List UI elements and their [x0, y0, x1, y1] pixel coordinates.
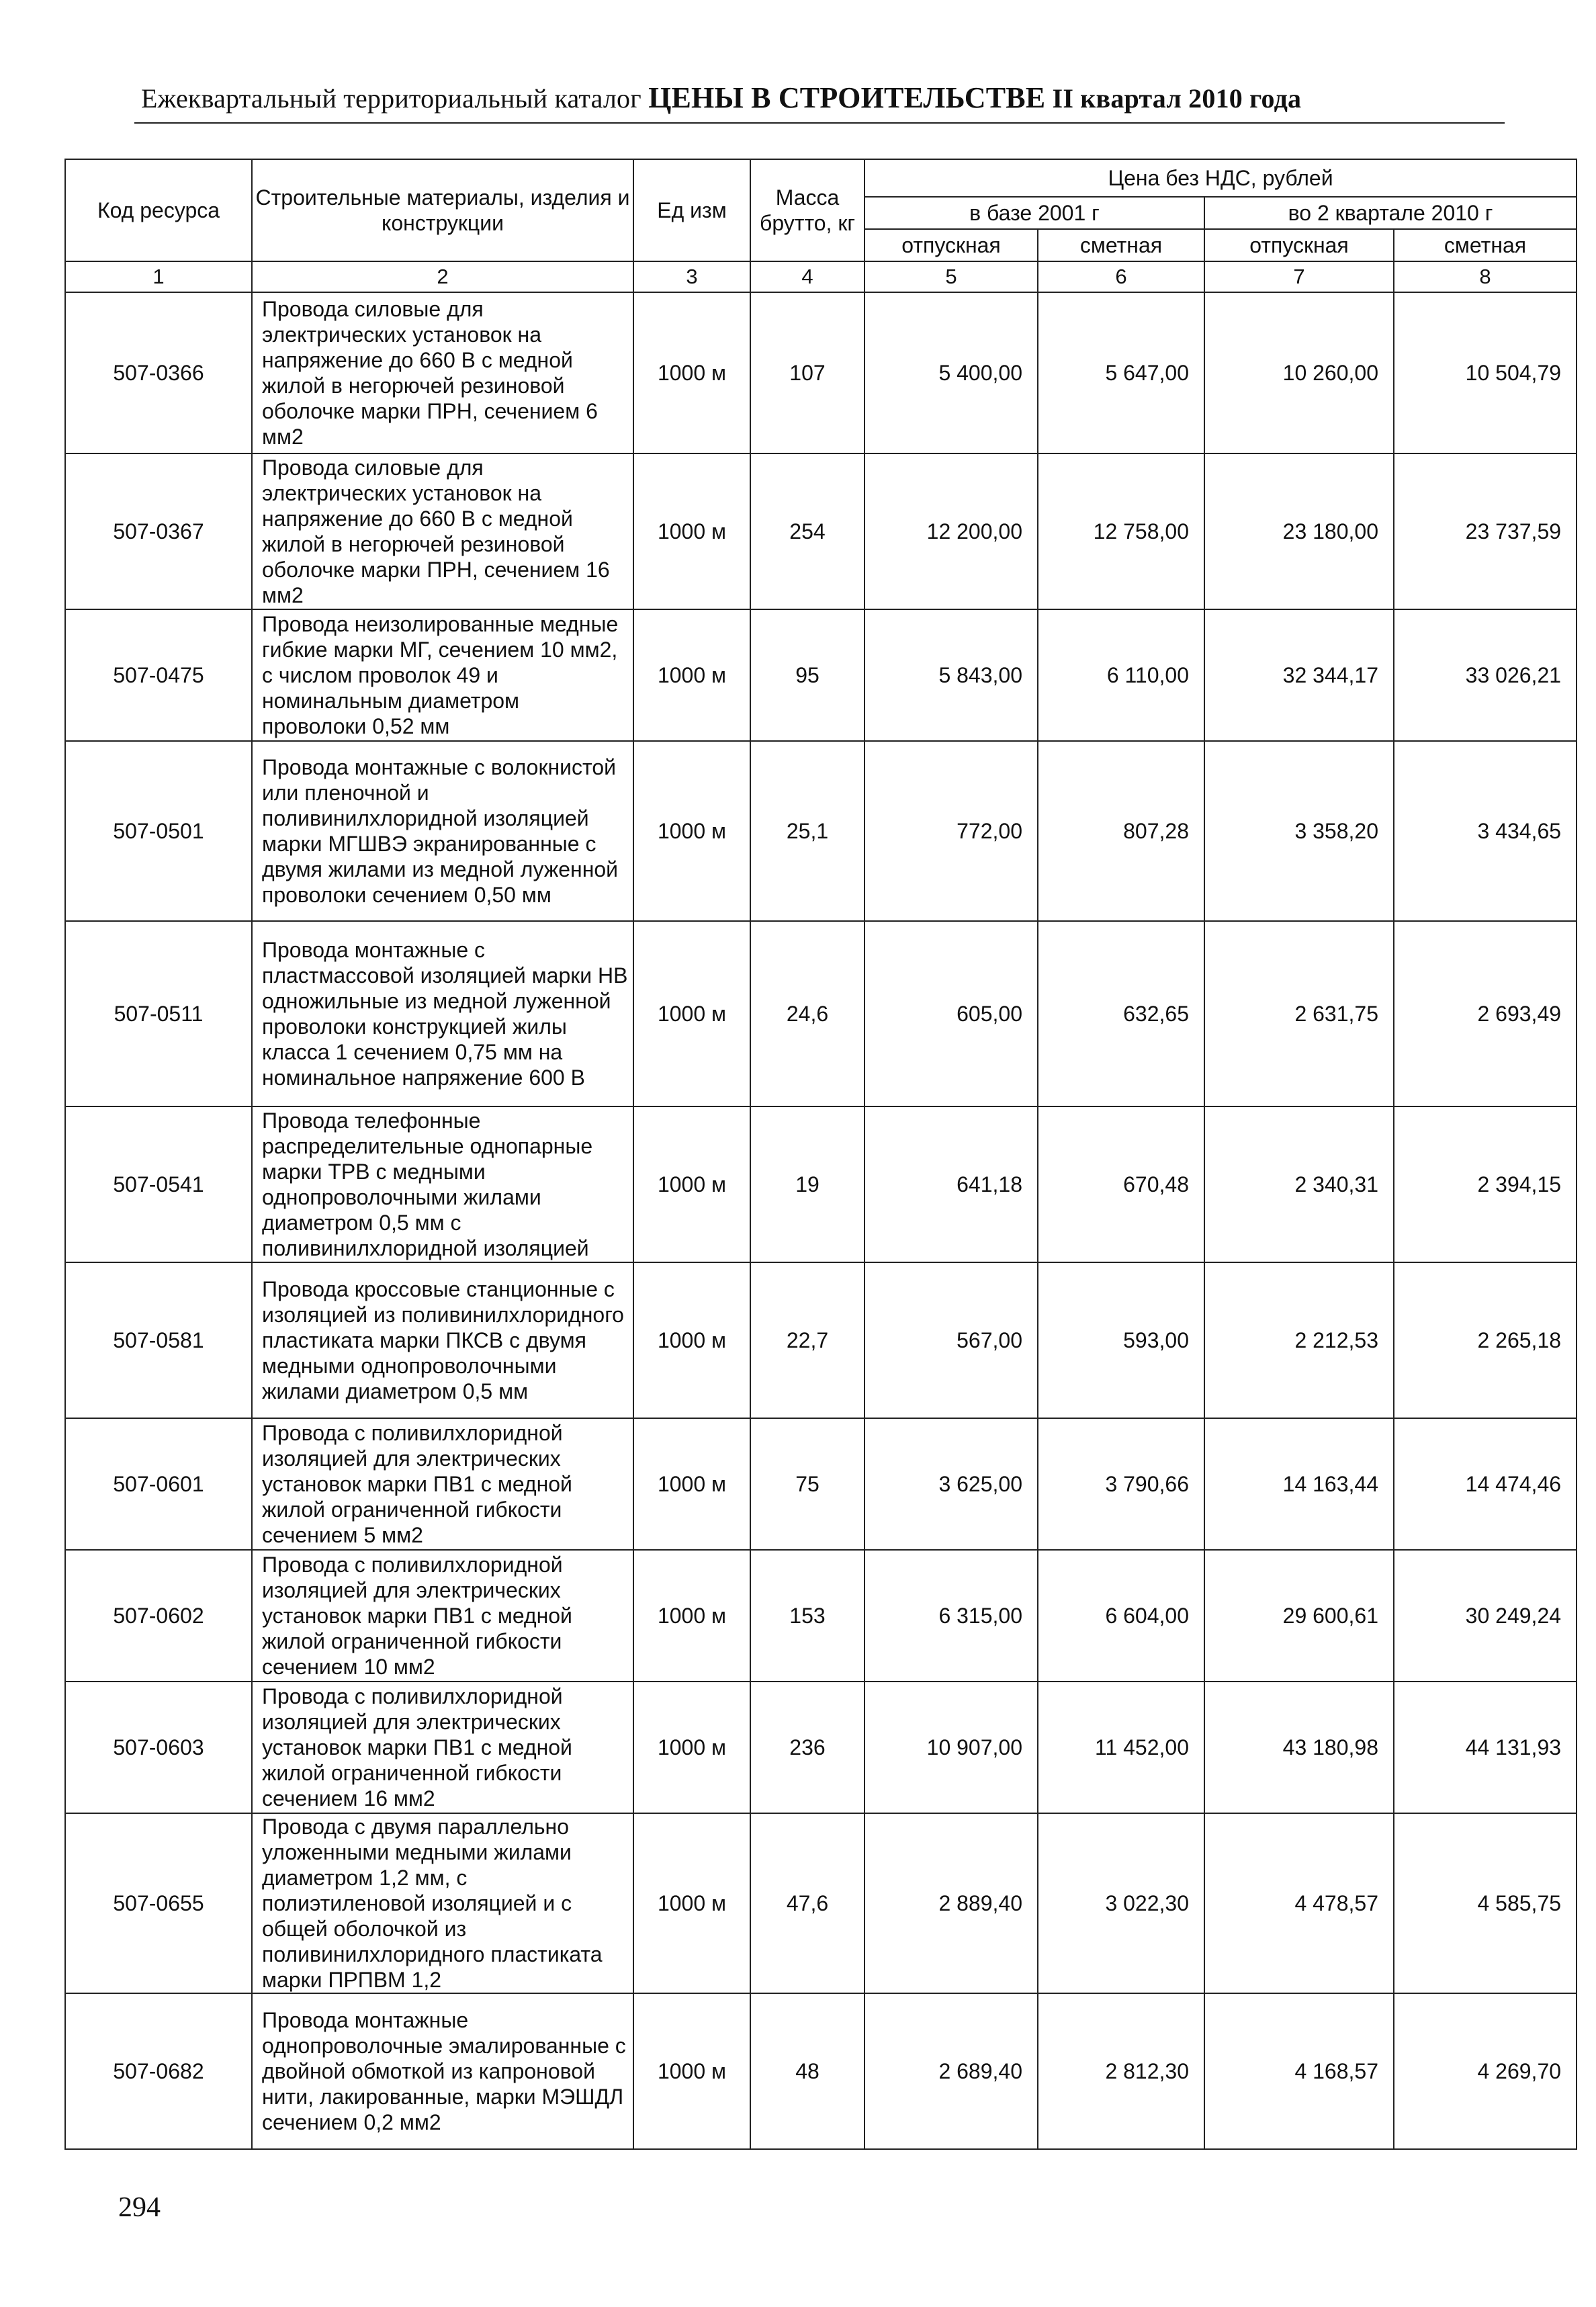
- header-price-group: Цена без НДС, рублей: [864, 159, 1577, 197]
- column-number: 6: [1038, 261, 1204, 292]
- current-estimate-price: 2 693,49: [1394, 921, 1577, 1106]
- gross-mass: 254: [750, 453, 864, 609]
- current-release-price: 14 163,44: [1204, 1418, 1394, 1550]
- current-estimate-price: 2 394,15: [1394, 1106, 1577, 1262]
- resource-code: 507-0601: [65, 1418, 252, 1550]
- base-release-price: 12 200,00: [864, 453, 1038, 609]
- current-release-price: 3 358,20: [1204, 741, 1394, 921]
- header-base-estimate: сметная: [1038, 229, 1204, 261]
- resource-code: 507-0511: [65, 921, 252, 1106]
- base-release-price: 5 400,00: [864, 292, 1038, 453]
- material-name: Провода силовые для электрических установок на напряжение до 660 В с медной жилой в негорючей резиновой оболочке марки ПРН, сечением 16 мм2: [252, 453, 633, 609]
- current-estimate-price: 2 265,18: [1394, 1262, 1577, 1418]
- table-row: [65, 921, 1577, 1106]
- resource-code: 507-0501: [65, 741, 252, 921]
- header-base-release: отпускная: [864, 229, 1038, 261]
- table-row: [65, 1813, 1577, 1993]
- catalog-title: ЦЕНЫ В СТРОИТЕЛЬСТВЕ: [648, 81, 1046, 114]
- base-estimate-price: 670,48: [1038, 1106, 1204, 1262]
- column-number: 1: [65, 261, 252, 292]
- base-estimate-price: 2 812,30: [1038, 1993, 1204, 2149]
- unit: 1000 м: [633, 453, 750, 609]
- gross-mass: 47,6: [750, 1813, 864, 1993]
- current-estimate-price: 23 737,59: [1394, 453, 1577, 609]
- material-name: Провода с поливилхлоридной изоляцией для электрических установок марки ПВ1 с медной жилой ограниченной гибкости сечением 5 мм2: [252, 1418, 633, 1550]
- material-name: Провода кроссовые станционные с изоляцией из поливинилхлоридного пластиката марки ПКСВ с двумя медными однопроволочными жилами диаметром 0,5 мм: [252, 1262, 633, 1418]
- gross-mass: 48: [750, 1993, 864, 2149]
- catalog-period: II квартал 2010 года: [1052, 83, 1302, 114]
- column-number: 4: [750, 261, 864, 292]
- unit: 1000 м: [633, 292, 750, 453]
- unit: 1000 м: [633, 1993, 750, 2149]
- table-row: [65, 453, 1577, 609]
- base-release-price: 641,18: [864, 1106, 1038, 1262]
- base-release-price: 10 907,00: [864, 1682, 1038, 1813]
- current-release-price: 43 180,98: [1204, 1682, 1394, 1813]
- current-estimate-price: 4 269,70: [1394, 1993, 1577, 2149]
- header-unit: Ед изм: [633, 159, 750, 261]
- column-number-row: [65, 261, 1577, 292]
- table-row: [65, 741, 1577, 921]
- base-release-price: 2 689,40: [864, 1993, 1038, 2149]
- resource-code: 507-0581: [65, 1262, 252, 1418]
- resource-code: 507-0366: [65, 292, 252, 453]
- base-estimate-price: 3 022,30: [1038, 1813, 1204, 1993]
- base-estimate-price: 632,65: [1038, 921, 1204, 1106]
- header-name: Строительные материалы, изделия и конструкции: [252, 159, 633, 261]
- base-release-price: 772,00: [864, 741, 1038, 921]
- table-row: [65, 609, 1577, 741]
- price-table: [64, 159, 1577, 2150]
- current-estimate-price: 4 585,75: [1394, 1813, 1577, 1993]
- base-release-price: 3 625,00: [864, 1418, 1038, 1550]
- gross-mass: 24,6: [750, 921, 864, 1106]
- table-row: [65, 1682, 1577, 1813]
- gross-mass: 25,1: [750, 741, 864, 921]
- column-number: 8: [1394, 261, 1577, 292]
- table-row: [65, 1550, 1577, 1682]
- unit: 1000 м: [633, 609, 750, 741]
- current-estimate-price: 30 249,24: [1394, 1550, 1577, 1682]
- base-estimate-price: 3 790,66: [1038, 1418, 1204, 1550]
- header-cur-estimate: сметная: [1394, 229, 1577, 261]
- resource-code: 507-0475: [65, 609, 252, 741]
- table-row: [65, 1262, 1577, 1418]
- base-release-price: 567,00: [864, 1262, 1038, 1418]
- gross-mass: 153: [750, 1550, 864, 1682]
- material-name: Провода силовые для электрических установок на напряжение до 660 В с медной жилой в негорючей резиновой оболочке марки ПРН, сечением 6 мм2: [252, 292, 633, 453]
- current-release-price: 2 631,75: [1204, 921, 1394, 1106]
- resource-code: 507-0367: [65, 453, 252, 609]
- base-release-price: 6 315,00: [864, 1550, 1038, 1682]
- column-number: 5: [864, 261, 1038, 292]
- gross-mass: 107: [750, 292, 864, 453]
- material-name: Провода с поливилхлоридной изоляцией для электрических установок марки ПВ1 с медной жилой ограниченной гибкости сечением 16 мм2: [252, 1682, 633, 1813]
- unit: 1000 м: [633, 921, 750, 1106]
- current-estimate-price: 10 504,79: [1394, 292, 1577, 453]
- unit: 1000 м: [633, 1682, 750, 1813]
- unit: 1000 м: [633, 1550, 750, 1682]
- current-release-price: 2 212,53: [1204, 1262, 1394, 1418]
- resource-code: 507-0602: [65, 1550, 252, 1682]
- material-name: Провода с двумя параллельно уложенными медными жилами диаметром 1,2 мм, с полиэтиленовой изоляцией и с общей оболочкой из поливинилхлоридного пластиката марки ПРПВМ 1,2: [252, 1813, 633, 1993]
- page-header: [141, 81, 1301, 115]
- base-estimate-price: 12 758,00: [1038, 453, 1204, 609]
- base-estimate-price: 6 604,00: [1038, 1550, 1204, 1682]
- header-cur-release: отпускная: [1204, 229, 1394, 261]
- base-estimate-price: 593,00: [1038, 1262, 1204, 1418]
- current-release-price: 4 168,57: [1204, 1993, 1394, 2149]
- base-release-price: 5 843,00: [864, 609, 1038, 741]
- resource-code: 507-0655: [65, 1813, 252, 1993]
- header-code: Код ресурса: [65, 159, 252, 261]
- unit: 1000 м: [633, 1262, 750, 1418]
- current-estimate-price: 33 026,21: [1394, 609, 1577, 741]
- gross-mass: 75: [750, 1418, 864, 1550]
- current-release-price: 10 260,00: [1204, 292, 1394, 453]
- current-release-price: 32 344,17: [1204, 609, 1394, 741]
- current-release-price: 23 180,00: [1204, 453, 1394, 609]
- material-name: Провода монтажные однопроволочные эмалированные с двойной обмоткой из капроновой нити, лакированные, марки МЭШДЛ сечением 0,2 мм2: [252, 1993, 633, 2149]
- current-release-price: 4 478,57: [1204, 1813, 1394, 1993]
- header-base-2001: в базе 2001 г: [864, 197, 1204, 229]
- table-row: [65, 1993, 1577, 2149]
- gross-mass: 95: [750, 609, 864, 741]
- current-release-price: 2 340,31: [1204, 1106, 1394, 1262]
- column-number: 3: [633, 261, 750, 292]
- unit: 1000 м: [633, 1106, 750, 1262]
- table-row: [65, 1418, 1577, 1550]
- current-estimate-price: 44 131,93: [1394, 1682, 1577, 1813]
- base-release-price: 2 889,40: [864, 1813, 1038, 1993]
- header-mass: Масса брутто, кг: [750, 159, 864, 261]
- header-divider: [134, 122, 1505, 124]
- column-number: 7: [1204, 261, 1394, 292]
- table-row: [65, 292, 1577, 453]
- current-release-price: 29 600,61: [1204, 1550, 1394, 1682]
- gross-mass: 22,7: [750, 1262, 864, 1418]
- gross-mass: 236: [750, 1682, 864, 1813]
- material-name: Провода монтажные с волокнистой или пленочной и поливинилхлоридной изоляцией марки МГШВЭ экранированные с двумя жилами из медной луженной проволоки сечением 0,50 мм: [252, 741, 633, 921]
- resource-code: 507-0603: [65, 1682, 252, 1813]
- current-estimate-price: 3 434,65: [1394, 741, 1577, 921]
- unit: 1000 м: [633, 1418, 750, 1550]
- catalog-name: Ежеквартальный территориальный каталог: [141, 83, 641, 114]
- material-name: Провода монтажные с пластмассовой изоляцией марки НВ одножильные из медной луженной проволоки конструкцией жилы класса 1 сечением 0,75 мм на номинальное напряжение 600 В: [252, 921, 633, 1106]
- base-estimate-price: 5 647,00: [1038, 292, 1204, 453]
- header-q2-2010: во 2 квартале 2010 г: [1204, 197, 1577, 229]
- resource-code: 507-0541: [65, 1106, 252, 1262]
- gross-mass: 19: [750, 1106, 864, 1262]
- unit: 1000 м: [633, 741, 750, 921]
- material-name: Провода телефонные распределительные однопарные марки ТРВ с медными однопроволочными жилами диаметром 0,5 мм с поливинилхлоридной изоляцией: [252, 1106, 633, 1262]
- table-row: [65, 1106, 1577, 1262]
- material-name: Провода неизолированные медные гибкие марки МГ, сечением 10 мм2, с числом проволок 49 и номинальным диаметром проволоки 0,52 мм: [252, 609, 633, 741]
- current-estimate-price: 14 474,46: [1394, 1418, 1577, 1550]
- column-number: 2: [252, 261, 633, 292]
- base-estimate-price: 11 452,00: [1038, 1682, 1204, 1813]
- base-estimate-price: 6 110,00: [1038, 609, 1204, 741]
- resource-code: 507-0682: [65, 1993, 252, 2149]
- material-name: Провода с поливилхлоридной изоляцией для электрических установок марки ПВ1 с медной жилой ограниченной гибкости сечением 10 мм2: [252, 1550, 633, 1682]
- page-number: 294: [118, 2192, 161, 2223]
- base-release-price: 605,00: [864, 921, 1038, 1106]
- base-estimate-price: 807,28: [1038, 741, 1204, 921]
- unit: 1000 м: [633, 1813, 750, 1993]
